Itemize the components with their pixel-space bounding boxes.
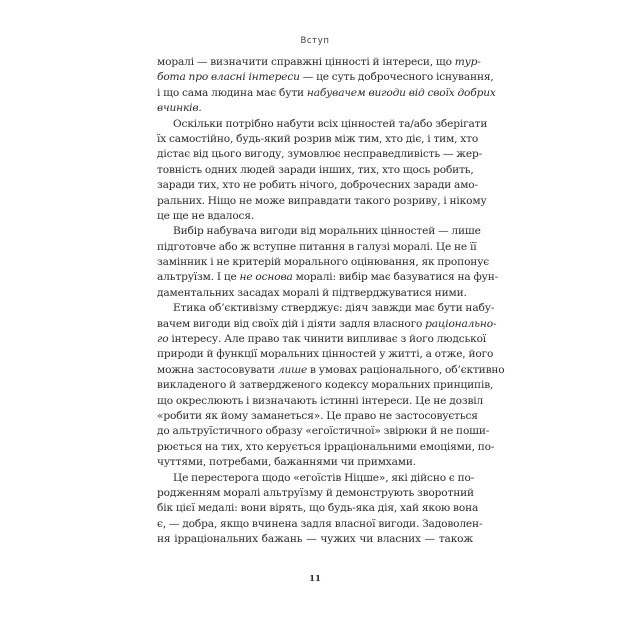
text-run: ральних. Ніщо не може виправдати такого розриву, і нікому xyxy=(157,194,487,207)
text-line xyxy=(157,347,494,362)
text-line xyxy=(157,317,497,332)
text-line xyxy=(157,117,488,132)
paragraph xyxy=(157,471,483,548)
text-run: це ще не вдалося. xyxy=(157,209,255,222)
text-run: моралі — визначити справжні цінності й інтереси, що xyxy=(157,56,455,68)
text-run: підготовче або ж вступне питання в галузі моралі. Це не її xyxy=(157,240,477,253)
running-header-title: Вступ xyxy=(300,36,330,46)
italic-run: набувачем вигоди від своїх добрих xyxy=(306,86,496,99)
paragraph xyxy=(157,224,499,301)
text-run: альтруїзм. І це xyxy=(157,271,240,284)
text-line xyxy=(157,332,487,347)
text-run: Оскільки потрібно набути всіх цінностей та/або зберігати xyxy=(173,117,488,130)
text-line xyxy=(157,240,477,255)
paragraph xyxy=(157,117,488,225)
text-line xyxy=(157,409,478,424)
text-run: природи й функції моральних цінностей у житті, а отже, його xyxy=(157,348,494,361)
text-run: моралі: вибір має базуватися на фун- xyxy=(292,271,499,284)
text-run: родженням моралі альтруїзму й демонструють зворотний xyxy=(157,486,474,499)
text-line xyxy=(157,378,494,393)
text-line xyxy=(157,486,473,501)
text-line xyxy=(157,455,473,470)
italic-run: тур- xyxy=(454,56,481,68)
text-run: є, — добра, якщо вчинена задля власної вигоди. Задоволен- xyxy=(157,517,483,530)
italic-run: раціонально- xyxy=(425,317,497,330)
text-line xyxy=(157,394,484,409)
text-line xyxy=(157,132,479,147)
text-line xyxy=(157,86,496,101)
text-run: даментальних засадах моралі й підтверджуватися ними. xyxy=(157,286,467,299)
text-line xyxy=(157,70,494,85)
text-run: Вибір набувача вигоди від моральних цінностей — лише xyxy=(173,225,481,238)
text-run: можна застосовувати xyxy=(157,363,278,376)
text-run: замінник і не критерій морального оцінювання, як пропонує xyxy=(157,256,490,269)
text-run: рюється на тих, хто керується ірраціональними емоціями, по- xyxy=(157,440,495,453)
text-run: інтересу. Але право так чинити випливає з його людської xyxy=(168,333,487,346)
page-number: 11 xyxy=(309,574,321,584)
text-run: Це перестерога щодо «егоїстів Ніцше», які дійсно є по- xyxy=(173,471,475,484)
text-run: Етика об’єктивізму стверджує: діяч завжди має бути набу- xyxy=(173,302,495,315)
text-run: в умовах раціонального, об’єктивно xyxy=(307,363,505,376)
text-line xyxy=(157,178,478,193)
text-line xyxy=(157,194,487,209)
text-run: до альтруїстичного образу «егоїстичної» звірюки й не поши- xyxy=(157,425,490,438)
text-line xyxy=(157,440,495,455)
text-run: їх самостійно, будь-який розрив між тим, хто діє, і тим, хто xyxy=(157,132,479,145)
text-run: товність одних людей заради інших, тих, хто щось робить, xyxy=(157,163,474,176)
text-run: — це суть доброчесного існування, xyxy=(299,71,494,84)
text-line xyxy=(157,501,479,516)
text-run: що окреслюють і визначають істинні інтереси. Це не дозвіл xyxy=(157,394,484,407)
text-run: бік цієї медалі: вони вірять, що будь-яка дія, хай якою вона xyxy=(157,502,479,515)
text-line xyxy=(157,363,505,378)
italic-run: лише xyxy=(277,363,308,376)
paragraph xyxy=(157,55,496,117)
text-line xyxy=(157,286,473,301)
text-run: і що сама людина має бути xyxy=(157,86,307,99)
text-line xyxy=(157,209,473,224)
body-text xyxy=(157,55,505,548)
text-run: чуттями, потребами, бажаннями чи примхами. xyxy=(157,456,417,469)
text-line xyxy=(157,147,483,162)
text-line xyxy=(157,55,481,70)
text-run: «робити як йому заманеться». Це право не застосовується xyxy=(157,409,478,422)
text-line xyxy=(157,532,473,547)
paragraph xyxy=(157,301,505,470)
text-line xyxy=(157,224,481,239)
text-line xyxy=(157,270,499,285)
text-run: . xyxy=(198,102,202,115)
text-line xyxy=(157,517,483,532)
text-line xyxy=(157,471,473,486)
text-line xyxy=(157,301,495,316)
text-run: дістає від цього вигоду, зумовлює несправедливість — жер- xyxy=(157,148,483,161)
text-line xyxy=(157,424,490,439)
text-run: заради тих, хто не робить нічого, доброчесних заради амо- xyxy=(157,179,478,192)
italic-run: бота про власні інтереси xyxy=(157,71,300,84)
text-line xyxy=(157,255,490,270)
text-line xyxy=(157,101,473,116)
text-line xyxy=(157,163,473,178)
text-run: викладеного й затвердженого кодексу моральних принципів, xyxy=(157,379,494,392)
italic-run: вчинків xyxy=(157,102,199,115)
italic-run: го xyxy=(157,333,169,346)
italic-run: не основа xyxy=(239,271,293,284)
text-run: вачем вигоди від своїх дій і діяти задля власного xyxy=(157,317,426,330)
text-run: ня ірраціональних бажань — чужих чи власних — також xyxy=(157,533,473,546)
